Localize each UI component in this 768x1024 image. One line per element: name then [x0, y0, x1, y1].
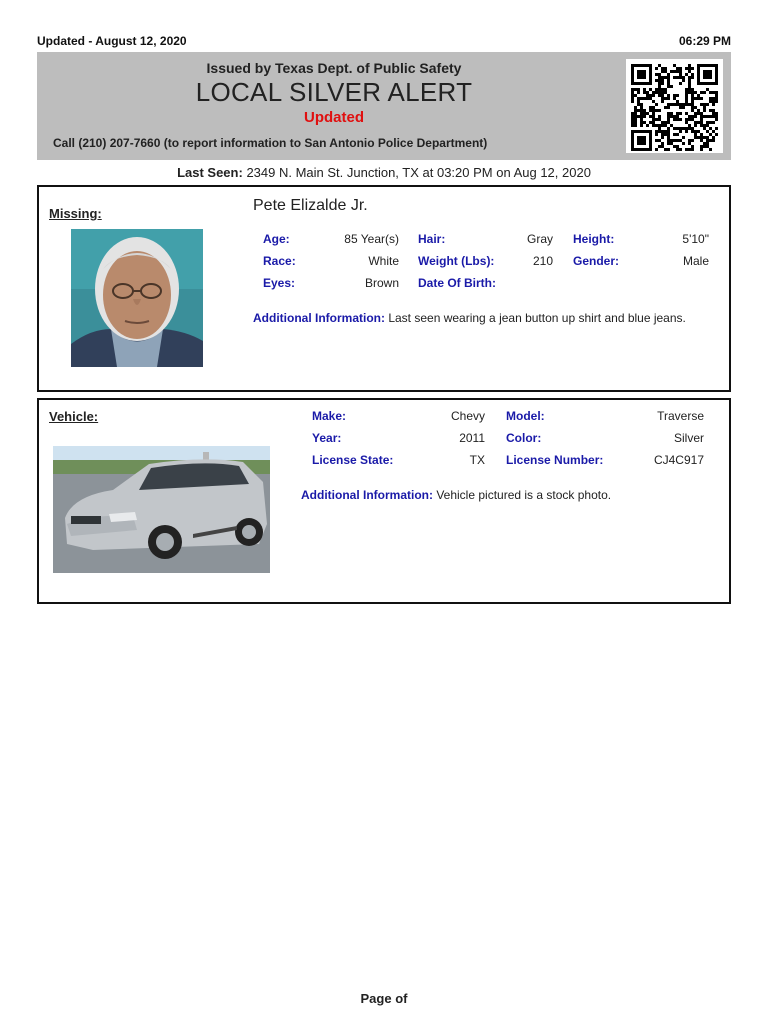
last-seen-value: 2349 N. Main St. Junction, TX at 03:20 PM on Aug 12, 2020	[246, 165, 591, 180]
weight-value: 210	[532, 254, 553, 268]
missing-label: Missing:	[49, 206, 102, 221]
color-label: Color:	[506, 431, 542, 445]
eyes-value: Brown	[364, 276, 399, 290]
vehicle-panel	[37, 398, 731, 604]
hair-value: Gray	[526, 232, 553, 246]
vehicle-additional-label: Additional Information:	[301, 488, 433, 502]
race-label: Race:	[263, 254, 296, 268]
alert-title: LOCAL SILVER ALERT	[195, 77, 473, 107]
license-state-label: License State:	[312, 453, 394, 467]
gender-value: Male	[682, 254, 709, 268]
model-value: Traverse	[657, 409, 704, 423]
make-label: Make:	[312, 409, 347, 423]
license-state-value: TX	[469, 453, 485, 467]
updated-time: 06:29 PM	[678, 34, 731, 48]
dob-label: Date Of Birth:	[418, 276, 496, 290]
vehicle-photo	[53, 446, 270, 573]
alert-status: Updated	[304, 109, 364, 126]
age-label: Age:	[263, 232, 290, 246]
race-value: White	[368, 254, 399, 268]
person-name: Pete Elizalde Jr.	[253, 197, 368, 214]
updated-date: Updated - August 12, 2020	[37, 34, 187, 48]
hair-label: Hair:	[418, 232, 446, 246]
gender-label: Gender:	[573, 254, 620, 268]
eyes-label: Eyes:	[263, 276, 296, 290]
person-additional-label: Additional Information:	[253, 311, 385, 325]
vehicle-additional-value: Vehicle pictured is a stock photo.	[436, 488, 612, 502]
make-value: Chevy	[450, 409, 485, 423]
person-additional-info	[253, 311, 686, 325]
missing-person-photo	[71, 229, 203, 367]
page-footer: Page of	[360, 991, 408, 1006]
contact-info: Call (210) 207-7660 (to report information to San Antonio Police Department)	[53, 136, 488, 150]
year-value: 2011	[459, 431, 485, 445]
qr-code-icon[interactable]	[626, 59, 723, 153]
color-value: Silver	[673, 431, 704, 445]
issuer-text: Issued by Texas Dept. of Public Safety	[206, 60, 462, 76]
weight-label: Weight (Lbs):	[418, 254, 495, 268]
vehicle-label: Vehicle:	[49, 409, 99, 424]
year-label: Year:	[312, 431, 342, 445]
height-value: 5'10"	[682, 232, 709, 246]
missing-person-panel	[37, 185, 731, 392]
last-seen	[0, 165, 768, 180]
model-label: Model:	[506, 409, 545, 423]
height-label: Height:	[573, 232, 615, 246]
alert-header	[37, 52, 731, 160]
license-number-label: License Number:	[506, 453, 604, 467]
license-number-value: CJ4C917	[653, 453, 704, 467]
age-value: 85 Year(s)	[344, 232, 399, 246]
vehicle-additional-info	[301, 488, 611, 502]
last-seen-label: Last Seen:	[177, 165, 243, 180]
person-additional-value: Last seen wearing a jean button up shirt and blue jeans.	[388, 311, 686, 325]
